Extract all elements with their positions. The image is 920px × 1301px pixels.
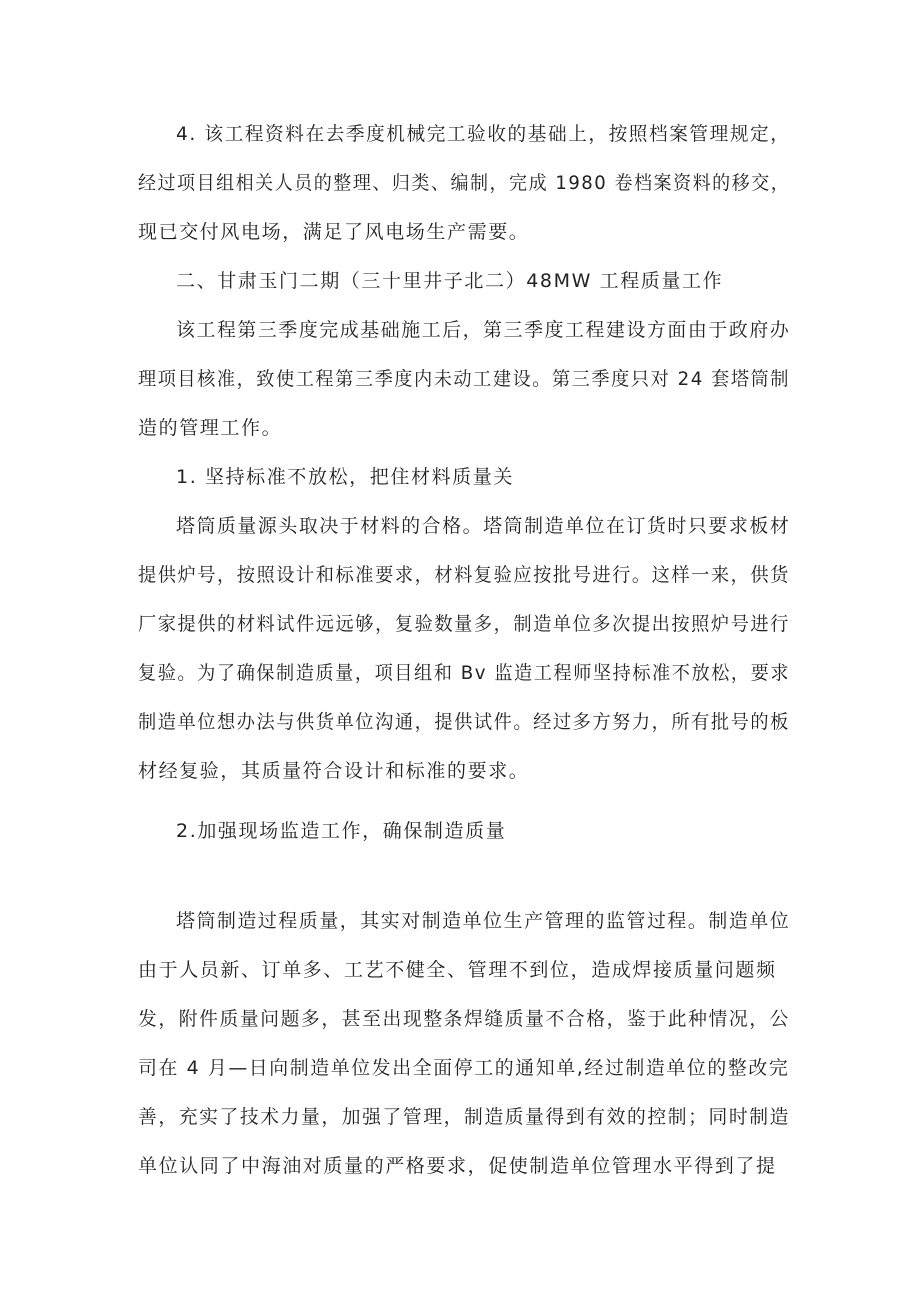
paragraph-1-line-4: 复验。为了确保制造质量，项目组和 Bv 监造工程师坚持标准不放松，要求 — [138, 662, 791, 684]
paragraph-2-line-6: 单位认同了中海油对质量的严格要求，促使制造单位管理水平得到了提 — [138, 1155, 777, 1177]
section-intro-line-2: 理项目核准，致使工程第三季度内未动工建设。第三季度只对 24 套塔筒制 — [138, 368, 790, 390]
paragraph-2-line-1: 塔筒制造过程质量，其实对制造单位生产管理的监管过程。制造单位 — [176, 910, 791, 932]
subheading-1: 1. 坚持标准不放松，把住材料质量关 — [176, 466, 514, 488]
paragraph-1-line-3: 厂家提供的材料试件远远够，复验数量多，制造单位多次提出按照炉号进行 — [138, 613, 790, 635]
paragraph-4-line-2: 经过项目组相关人员的整理、归类、编制，完成 1980 卷档案资料的移交， — [138, 172, 791, 194]
paragraph-1-line-2: 提供炉号，按照设计和标准要求，材料复验应按批号进行。这样一来，供货 — [138, 564, 790, 586]
section-intro-line-3: 造的管理工作。 — [138, 417, 283, 439]
paragraph-2-line-2: 由于人员新、订单多、工艺不健全、管理不到位，造成焊接质量问题频 — [138, 959, 777, 981]
subheading-2: 2.加强现场监造工作，确保制造质量 — [176, 820, 507, 842]
section-heading: 二、甘肃玉门二期（三十里井子北二）48MW 工程质量工作 — [176, 270, 724, 292]
paragraph-1-line-1: 塔筒质量源头取决于材料的合格。塔筒制造单位在订货时只要求板材 — [176, 515, 791, 537]
paragraph-1-line-5: 制造单位想办法与供货单位沟通，提供试件。经过多方努力，所有批号的板 — [138, 711, 790, 733]
section-intro-line-1: 该工程第三季度完成基础施工后，第三季度工程建设方面由于政府办 — [176, 319, 791, 341]
paragraph-2-line-3: 发，附件质量问题多，甚至出现整条焊缝质量不合格，鉴于此种情况，公 — [138, 1008, 790, 1030]
paragraph-2-line-4: 司在 4 月—日向制造单位发出全面停工的通知单,经过制造单位的整改完 — [138, 1057, 790, 1079]
paragraph-4-line-3: 现已交付风电场，满足了风电场生产需要。 — [138, 221, 530, 243]
paragraph-4-line-1: 4. 该工程资料在去季度机械完工验收的基础上，按照档案管理规定， — [176, 123, 791, 145]
paragraph-2-line-5: 善，充实了技术力量，加强了管理，制造质量得到有效的控制；同时制造 — [138, 1106, 790, 1128]
paragraph-1-line-6: 材经复验，其质量符合设计和标准的要求。 — [138, 760, 530, 782]
